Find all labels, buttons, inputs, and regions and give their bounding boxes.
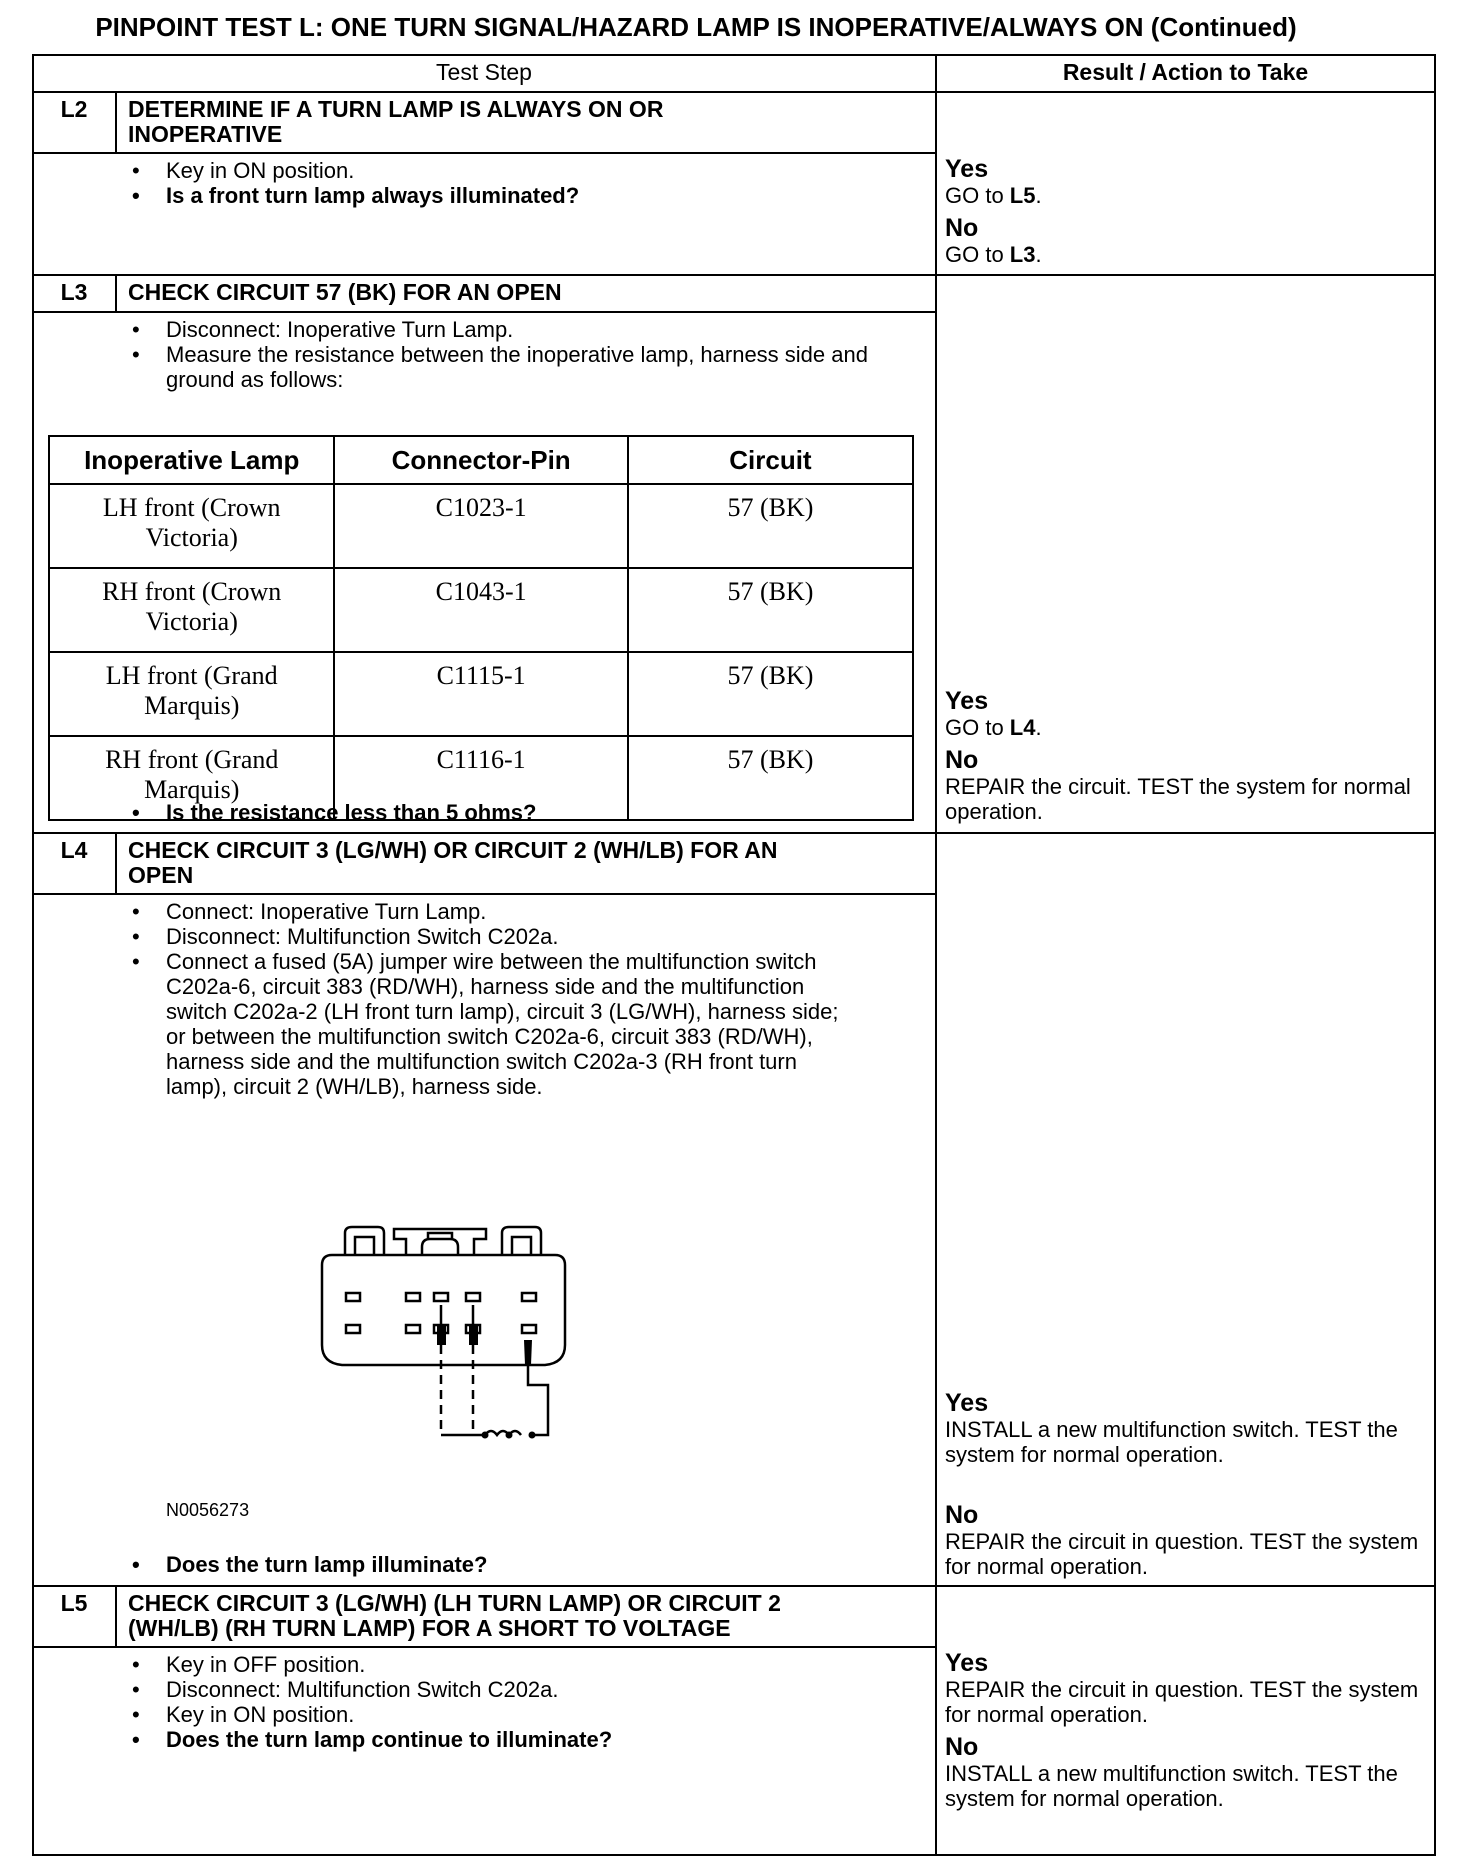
table-cell: C1115-1 [334,652,627,736]
action-item: • Connect a fused (5A) jumper wire between the multifunction switch C202a-6, circuit 383 (RD/WH), harness side and the multifunction switch C202a-2 (LH front turn lamp), circuit 3 (LG/WH), harness side; or between the multifunction switch C202a-6, circuit 383 (RD/WH), harness side and the multifunction switch C202a-3 (RH front turn lamp), circuit 2 (WH/LB), harness side. [126,949,856,1099]
step-question: • Is a front turn lamp always illuminated? [126,183,906,208]
heading-rule [33,1646,935,1648]
heading-rule [33,893,935,895]
step-separator [33,274,1435,276]
yes-action: REPAIR the circuit in question. TEST the system for normal operation. [945,1677,1419,1727]
no-label: No [945,214,979,242]
step-id: L5 [60,1590,88,1616]
table-cell: 57 (BK) [628,484,913,568]
action-item: • Connect: Inoperative Turn Lamp. [126,899,856,924]
step-result [945,1649,1425,1811]
step-heading [128,838,777,888]
step-actions [126,899,856,1099]
step-actions [126,317,906,392]
action-item: • Measure the resistance between the inoperative lamp, harness side and ground as follows: [126,342,906,392]
action-item: • Key in ON position. [126,158,906,183]
step-result [945,155,1425,267]
action-item: • Key in ON position. [126,1702,906,1727]
table-cell: RH front (Crown Victoria) [49,568,334,652]
yes-action: INSTALL a new multifunction switch. TEST the system for normal operation. [945,1417,1398,1467]
step-question-list [126,1552,906,1577]
yes-label: Yes [945,1649,989,1677]
id-divider [115,275,117,312]
step-actions [126,1652,906,1752]
step-id: L3 [60,279,88,305]
heading-rule [33,152,935,154]
connector-diagram [310,1225,580,1460]
table-cell: LH front (Grand Marquis) [49,652,334,736]
table-row [49,652,913,736]
step-heading-line: DETERMINE IF A TURN LAMP IS ALWAYS ON OR [128,96,664,122]
step-heading-line: CHECK CIRCUIT 3 (LG/WH) OR CIRCUIT 2 (WH/LB) FOR AN [128,837,778,863]
step-heading [128,280,562,305]
action-item: • Disconnect: Inoperative Turn Lamp. [126,317,906,342]
no-label: No [945,1501,979,1529]
no-action: REPAIR the circuit in question. TEST the system for normal operation. [945,1529,1419,1579]
lamp-connector-table [48,435,914,821]
step-result [945,1389,1425,1579]
step-question: • Does the turn lamp continue to illuminate? [126,1727,906,1752]
action-item: • Disconnect: Multifunction Switch C202a. [126,924,856,949]
step-heading-line: CHECK CIRCUIT 3 (LG/WH) (LH TURN LAMP) OR CIRCUIT 2 [128,1590,781,1616]
table-cell: RH front (Grand Marquis) [49,736,334,820]
table-cell: C1116-1 [334,736,627,820]
yes-action: GO to L4. [945,715,1042,740]
table-cell: C1023-1 [334,484,627,568]
table-cell: 57 (BK) [628,568,913,652]
step-heading [128,97,663,147]
table-row [49,568,913,652]
step-question: • Does the turn lamp illuminate? [126,1552,906,1577]
no-label: No [945,746,979,774]
step-id: L4 [60,837,88,863]
id-divider [115,1586,117,1647]
yes-label: Yes [945,155,989,183]
table-cell: 57 (BK) [628,736,913,820]
step-separator [33,1585,1435,1587]
page-title: PINPOINT TEST L: ONE TURN SIGNAL/HAZARD LAMP IS INOPERATIVE/ALWAYS ON (Continued) [95,12,1297,42]
yes-action: GO to L5. [945,183,1042,208]
action-item: • Key in OFF position. [126,1652,906,1677]
id-divider [115,833,117,894]
table-header: Connector-Pin [334,436,627,484]
yes-label: Yes [945,687,989,715]
step-separator [33,832,1435,834]
yes-label: Yes [945,1389,989,1417]
action-item: • Disconnect: Multifunction Switch C202a. [126,1677,906,1702]
column-header-result: Result / Action to Take [1062,59,1309,85]
step-question: • Is the resistance less than 5 ohms? [126,800,906,825]
step-question-list [126,800,906,825]
no-action: REPAIR the circuit. TEST the system for normal operation. [945,774,1411,824]
table-header: Inoperative Lamp [49,436,334,484]
figure-id: N0056273 [166,1500,250,1520]
table-header: Circuit [628,436,913,484]
step-heading [128,1591,781,1641]
step-heading-line: (WH/LB) (RH TURN LAMP) FOR A SHORT TO VOLTAGE [128,1615,731,1641]
table-cell: 57 (BK) [628,652,913,736]
step-heading-line: OPEN [128,862,194,888]
header-rule [33,91,1435,93]
column-header-test-step: Test Step [436,59,532,85]
table-row [49,484,913,568]
step-actions [126,158,906,208]
step-heading-line: INOPERATIVE [128,121,283,147]
id-divider [115,92,117,153]
heading-rule [33,311,935,313]
step-heading-line: CHECK CIRCUIT 57 (BK) FOR AN OPEN [128,279,562,305]
no-label: No [945,1733,979,1761]
step-id: L2 [60,96,88,122]
no-action: INSTALL a new multifunction switch. TEST the system for normal operation. [945,1761,1398,1811]
step-result [945,687,1425,824]
no-action: GO to L3. [945,242,1042,267]
table-cell: C1043-1 [334,568,627,652]
table-cell: LH front (Crown Victoria) [49,484,334,568]
